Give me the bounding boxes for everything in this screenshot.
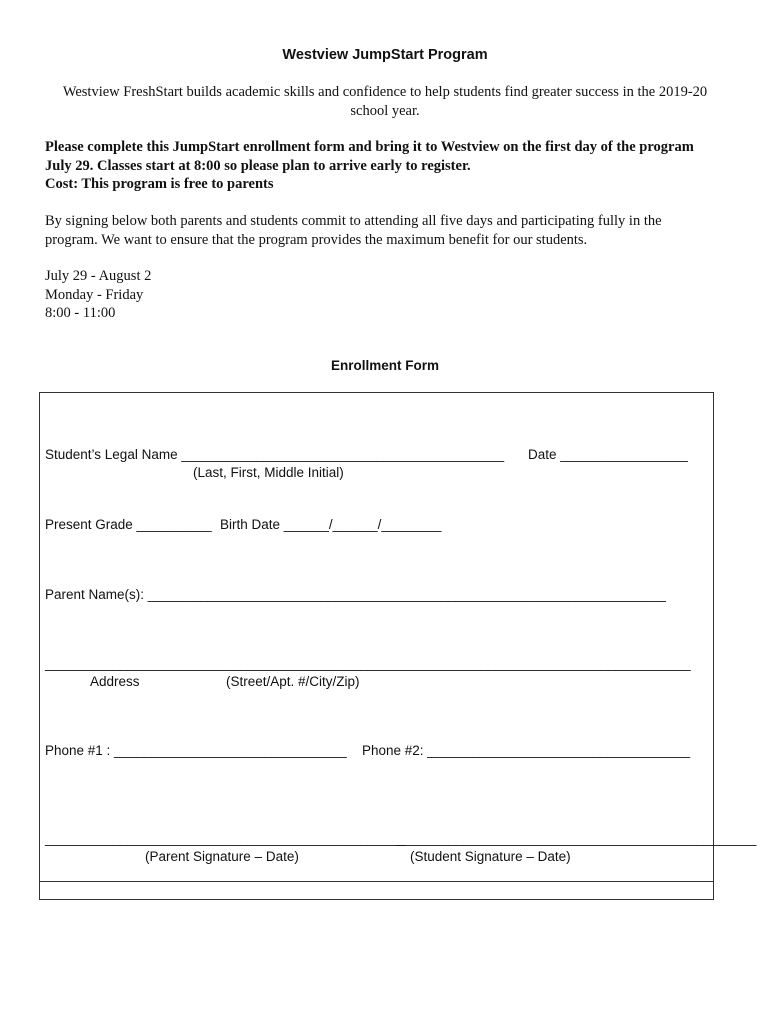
instructions-line-1: Please complete this JumpStart enrollment form and bring it to Westview on the first day of the program [45, 139, 694, 155]
student-signature-line[interactable]: ________________________________________________ [396, 831, 757, 846]
schedule-days: Monday - Friday [45, 286, 144, 303]
parent-signature-line[interactable]: ________________________________________________ [45, 831, 406, 846]
present-grade-field[interactable]: Present Grade __________ [45, 517, 212, 532]
address-label: Address [90, 674, 140, 689]
parent-signature-label: (Parent Signature – Date) [145, 849, 299, 864]
address-field[interactable]: ______________________________________________________________________________________ [45, 656, 691, 671]
intro-paragraph: Westview FreshStart builds academic skills and confidence to help students find greater success in the 2019-20 school year. [62, 84, 708, 119]
name-format-hint: (Last, First, Middle Initial) [193, 465, 344, 480]
form-heading: Enrollment Form [330, 358, 439, 373]
address-format-hint: (Street/Apt. #/City/Zip) [226, 674, 360, 689]
schedule-dates: July 29 - August 2 [45, 268, 152, 284]
commitment-line-2: program. We want to ensure that the program provides the maximum benefit for our students. [45, 232, 588, 248]
enrollment-form-box [39, 392, 757, 900]
date-field[interactable]: Date _________________ [528, 447, 688, 462]
parent-names-field[interactable]: Parent Name(s): _____________________________________________________________________ [45, 587, 666, 602]
form-bottom-divider [39, 881, 714, 882]
commitment-line-1: By signing below both parents and students commit to attending all five days and participating fully in the [45, 213, 662, 229]
page-title: Westview JumpStart Program [282, 47, 488, 63]
student-signature-label: (Student Signature – Date) [410, 849, 571, 864]
instructions-block [45, 138, 694, 194]
schedule-block [45, 267, 151, 323]
phone-1-field[interactable]: Phone #1 : _______________________________ [45, 743, 347, 758]
schedule-time: 8:00 - 11:00 [45, 305, 116, 321]
commitment-paragraph [45, 212, 662, 250]
instructions-line-2: July 29. Classes start at 8:00 so please plan to arrive early to register. [45, 157, 471, 174]
birth-date-field[interactable]: Birth Date ______/______/________ [220, 517, 442, 532]
phone-2-field[interactable]: Phone #2: ___________________________________ [362, 743, 691, 758]
student-name-field[interactable]: Student’s Legal Name ___________________________________________ [45, 447, 505, 462]
cost-line: Cost: This program is free to parents [45, 176, 274, 192]
